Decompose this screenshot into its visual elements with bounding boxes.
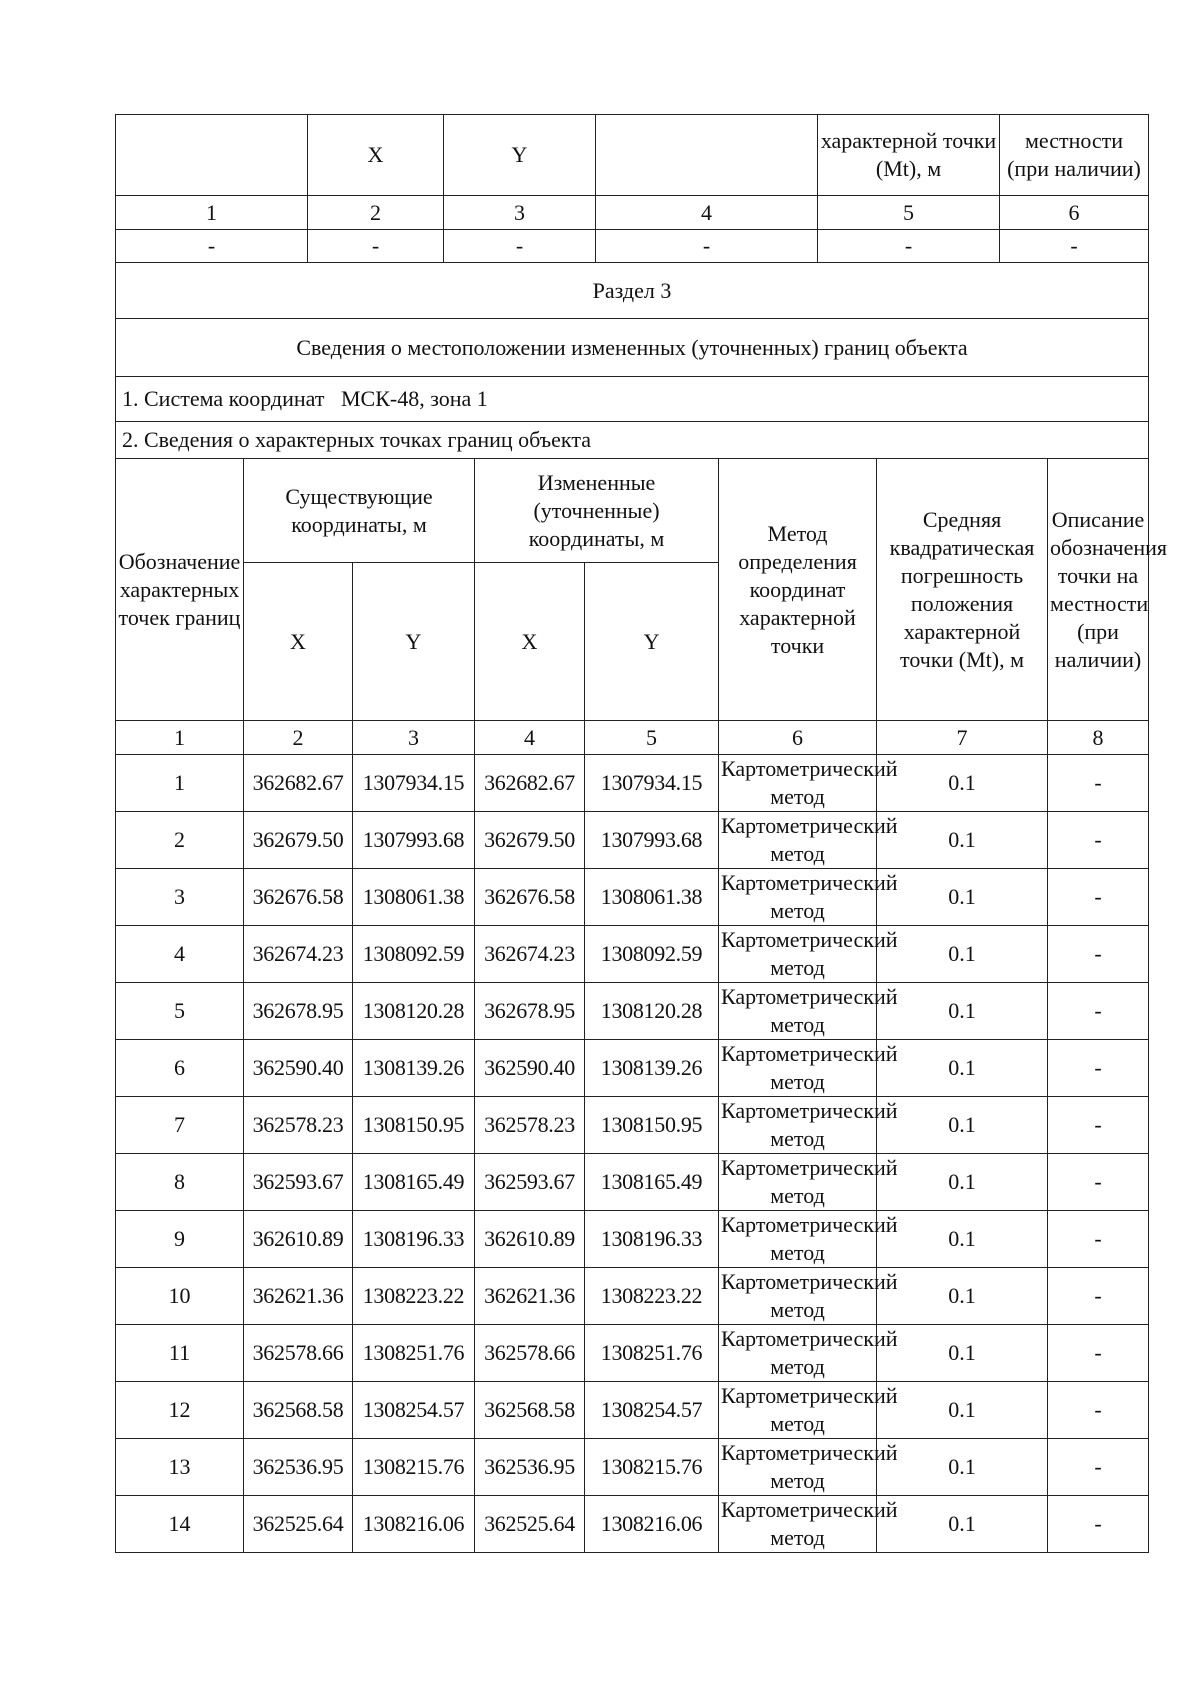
error-cell: 0.1: [877, 1040, 1048, 1097]
description-cell: -: [1048, 869, 1149, 926]
existing-x: 362674.23: [244, 926, 353, 983]
table-row: [116, 1154, 1149, 1211]
existing-x: 362679.50: [244, 812, 353, 869]
existing-y: 1308061.38: [353, 869, 475, 926]
table-row: [116, 983, 1149, 1040]
point-number: 9: [116, 1211, 244, 1268]
table-row: [116, 1325, 1149, 1382]
changed-x: 362536.95: [475, 1439, 585, 1496]
point-number: 10: [116, 1268, 244, 1325]
changed-x: 362578.66: [475, 1325, 585, 1382]
changed-x: 362590.40: [475, 1040, 585, 1097]
col-number: 4: [475, 721, 585, 755]
point-number: 6: [116, 1040, 244, 1097]
existing-x: 362593.67: [244, 1154, 353, 1211]
description-cell: -: [1048, 983, 1149, 1040]
point-number: 1: [116, 755, 244, 812]
header-x-existing: X: [244, 563, 353, 721]
points-title: 2. Сведения о характерных точках границ объекта: [116, 422, 1149, 459]
top-dash-row: [116, 230, 1149, 263]
description-cell: -: [1048, 1268, 1149, 1325]
points-header-row: [116, 459, 1149, 563]
dash-cell: -: [308, 230, 444, 263]
header-y-existing: Y: [353, 563, 475, 721]
changed-y: 1308215.76: [585, 1439, 719, 1496]
error-cell: 0.1: [877, 869, 1048, 926]
existing-x: 362682.67: [244, 755, 353, 812]
changed-y: 1308223.22: [585, 1268, 719, 1325]
method-cell: Картометрический метод: [719, 1439, 877, 1496]
point-number: 13: [116, 1439, 244, 1496]
points-number-row: [116, 721, 1149, 755]
error-cell: 0.1: [877, 1097, 1048, 1154]
dash-cell: -: [444, 230, 596, 263]
top-header-description: местности (при наличии): [1000, 115, 1149, 196]
col-number: 6: [719, 721, 877, 755]
header-changed: Измененные (уточненные) координаты, м: [475, 459, 719, 563]
top-table: [115, 114, 1149, 459]
changed-x: 362610.89: [475, 1211, 585, 1268]
points-table: [115, 458, 1168, 1553]
table-row: [116, 1439, 1149, 1496]
changed-y: 1308092.59: [585, 926, 719, 983]
changed-y: 1308254.57: [585, 1382, 719, 1439]
error-cell: 0.1: [877, 1325, 1048, 1382]
existing-y: 1308254.57: [353, 1382, 475, 1439]
existing-y: 1308165.49: [353, 1154, 475, 1211]
table-row: [116, 869, 1149, 926]
section-title: Раздел 3: [116, 263, 1149, 319]
existing-x: 362536.95: [244, 1439, 353, 1496]
table-row: [116, 1097, 1149, 1154]
error-cell: 0.1: [877, 1439, 1048, 1496]
top-header-error: характерной точки (Mt), м: [818, 115, 1000, 196]
existing-x: 362525.64: [244, 1496, 353, 1553]
col-number: 8: [1048, 721, 1149, 755]
point-number: 12: [116, 1382, 244, 1439]
existing-y: 1308215.76: [353, 1439, 475, 1496]
error-cell: 0.1: [877, 1211, 1048, 1268]
method-cell: Картометрический метод: [719, 1496, 877, 1553]
section-title-row: [116, 263, 1149, 319]
description-cell: -: [1048, 812, 1149, 869]
description-cell: -: [1048, 1439, 1149, 1496]
top-header-row: [116, 115, 1149, 196]
description-cell: -: [1048, 1382, 1149, 1439]
description-cell: -: [1048, 1211, 1149, 1268]
header-x-changed: X: [475, 563, 585, 721]
changed-x: 362525.64: [475, 1496, 585, 1553]
description-cell: -: [1048, 755, 1149, 812]
changed-x: 362568.58: [475, 1382, 585, 1439]
existing-y: 1308216.06: [353, 1496, 475, 1553]
method-cell: Картометрический метод: [719, 1154, 877, 1211]
top-header-cell: [596, 115, 818, 196]
top-header-y: Y: [444, 115, 596, 196]
table-row: [116, 1211, 1149, 1268]
top-number-row: [116, 196, 1149, 230]
point-number: 3: [116, 869, 244, 926]
existing-y: 1307934.15: [353, 755, 475, 812]
col-number: 4: [596, 196, 818, 230]
col-number: 3: [444, 196, 596, 230]
changed-x: 362674.23: [475, 926, 585, 983]
table-row: [116, 1040, 1149, 1097]
table-row: [116, 1496, 1149, 1553]
table-row: [116, 1268, 1149, 1325]
description-cell: -: [1048, 1496, 1149, 1553]
error-cell: 0.1: [877, 983, 1048, 1040]
method-cell: Картометрический метод: [719, 1268, 877, 1325]
method-cell: Картометрический метод: [719, 812, 877, 869]
top-header-cell: [116, 115, 308, 196]
changed-x: 362679.50: [475, 812, 585, 869]
error-cell: 0.1: [877, 1496, 1048, 1553]
points-title-row: [116, 422, 1149, 459]
changed-x: 362676.58: [475, 869, 585, 926]
existing-y: 1308196.33: [353, 1211, 475, 1268]
coord-system: 1. Система координат МСК-48, зона 1: [116, 377, 1149, 422]
header-existing: Существующие координаты, м: [244, 459, 475, 563]
coord-system-row: [116, 377, 1149, 422]
method-cell: Картометрический метод: [719, 1382, 877, 1439]
col-number: 2: [244, 721, 353, 755]
point-number: 11: [116, 1325, 244, 1382]
changed-y: 1308139.26: [585, 1040, 719, 1097]
col-number: 1: [116, 721, 244, 755]
existing-x: 362610.89: [244, 1211, 353, 1268]
changed-x: 362593.67: [475, 1154, 585, 1211]
changed-y: 1307934.15: [585, 755, 719, 812]
point-number: 7: [116, 1097, 244, 1154]
col-number: 3: [353, 721, 475, 755]
col-number: 6: [1000, 196, 1149, 230]
changed-x: 362621.36: [475, 1268, 585, 1325]
existing-y: 1308092.59: [353, 926, 475, 983]
table-row: [116, 1382, 1149, 1439]
changed-y: 1308196.33: [585, 1211, 719, 1268]
method-cell: Картометрический метод: [719, 869, 877, 926]
col-number: 2: [308, 196, 444, 230]
description-cell: -: [1048, 926, 1149, 983]
method-cell: Картометрический метод: [719, 755, 877, 812]
existing-x: 362621.36: [244, 1268, 353, 1325]
existing-x: 362590.40: [244, 1040, 353, 1097]
error-cell: 0.1: [877, 1382, 1048, 1439]
dash-cell: -: [1000, 230, 1149, 263]
method-cell: Картометрический метод: [719, 1325, 877, 1382]
method-cell: Картометрический метод: [719, 983, 877, 1040]
existing-y: 1308139.26: [353, 1040, 475, 1097]
dash-cell: -: [818, 230, 1000, 263]
existing-y: 1308223.22: [353, 1268, 475, 1325]
existing-y: 1308251.76: [353, 1325, 475, 1382]
method-cell: Картометрический метод: [719, 1211, 877, 1268]
error-cell: 0.1: [877, 755, 1048, 812]
point-number: 4: [116, 926, 244, 983]
table-row: [116, 926, 1149, 983]
point-number: 5: [116, 983, 244, 1040]
dash-cell: -: [116, 230, 308, 263]
point-number: 14: [116, 1496, 244, 1553]
existing-y: 1308150.95: [353, 1097, 475, 1154]
header-description: Описание обозначения точки на местности (при наличии): [1048, 459, 1149, 721]
table-row: [116, 755, 1149, 812]
existing-x: 362578.23: [244, 1097, 353, 1154]
existing-x: 362676.58: [244, 869, 353, 926]
error-cell: 0.1: [877, 812, 1048, 869]
header-y-changed: Y: [585, 563, 719, 721]
existing-y: 1308120.28: [353, 983, 475, 1040]
col-number: 1: [116, 196, 308, 230]
changed-x: 362682.67: [475, 755, 585, 812]
error-cell: 0.1: [877, 926, 1048, 983]
description-cell: -: [1048, 1040, 1149, 1097]
method-cell: Картометрический метод: [719, 1097, 877, 1154]
col-number: 5: [585, 721, 719, 755]
changed-x: 362578.23: [475, 1097, 585, 1154]
changed-y: 1308061.38: [585, 869, 719, 926]
section-subtitle-row: [116, 319, 1149, 377]
header-error: Средняя квадратическая погрешность положения характерной точки (Mt), м: [877, 459, 1048, 721]
col-number: 7: [877, 721, 1048, 755]
top-header-x: X: [308, 115, 444, 196]
header-designation: Обозначение характерных точек границ: [116, 459, 244, 721]
changed-y: 1308216.06: [585, 1496, 719, 1553]
description-cell: -: [1048, 1097, 1149, 1154]
table-row: [116, 812, 1149, 869]
error-cell: 0.1: [877, 1268, 1048, 1325]
error-cell: 0.1: [877, 1154, 1048, 1211]
existing-y: 1307993.68: [353, 812, 475, 869]
dash-cell: -: [596, 230, 818, 263]
changed-y: 1307993.68: [585, 812, 719, 869]
existing-x: 362568.58: [244, 1382, 353, 1439]
point-number: 2: [116, 812, 244, 869]
col-number: 5: [818, 196, 1000, 230]
header-method: Метод определения координат характерной точки: [719, 459, 877, 721]
changed-y: 1308120.28: [585, 983, 719, 1040]
point-number: 8: [116, 1154, 244, 1211]
existing-x: 362678.95: [244, 983, 353, 1040]
changed-y: 1308251.76: [585, 1325, 719, 1382]
description-cell: -: [1048, 1325, 1149, 1382]
method-cell: Картометрический метод: [719, 926, 877, 983]
existing-x: 362578.66: [244, 1325, 353, 1382]
section-subtitle: Сведения о местоположении измененных (уточненных) границ объекта: [116, 319, 1149, 377]
description-cell: -: [1048, 1154, 1149, 1211]
changed-y: 1308150.95: [585, 1097, 719, 1154]
method-cell: Картометрический метод: [719, 1040, 877, 1097]
changed-x: 362678.95: [475, 983, 585, 1040]
changed-y: 1308165.49: [585, 1154, 719, 1211]
